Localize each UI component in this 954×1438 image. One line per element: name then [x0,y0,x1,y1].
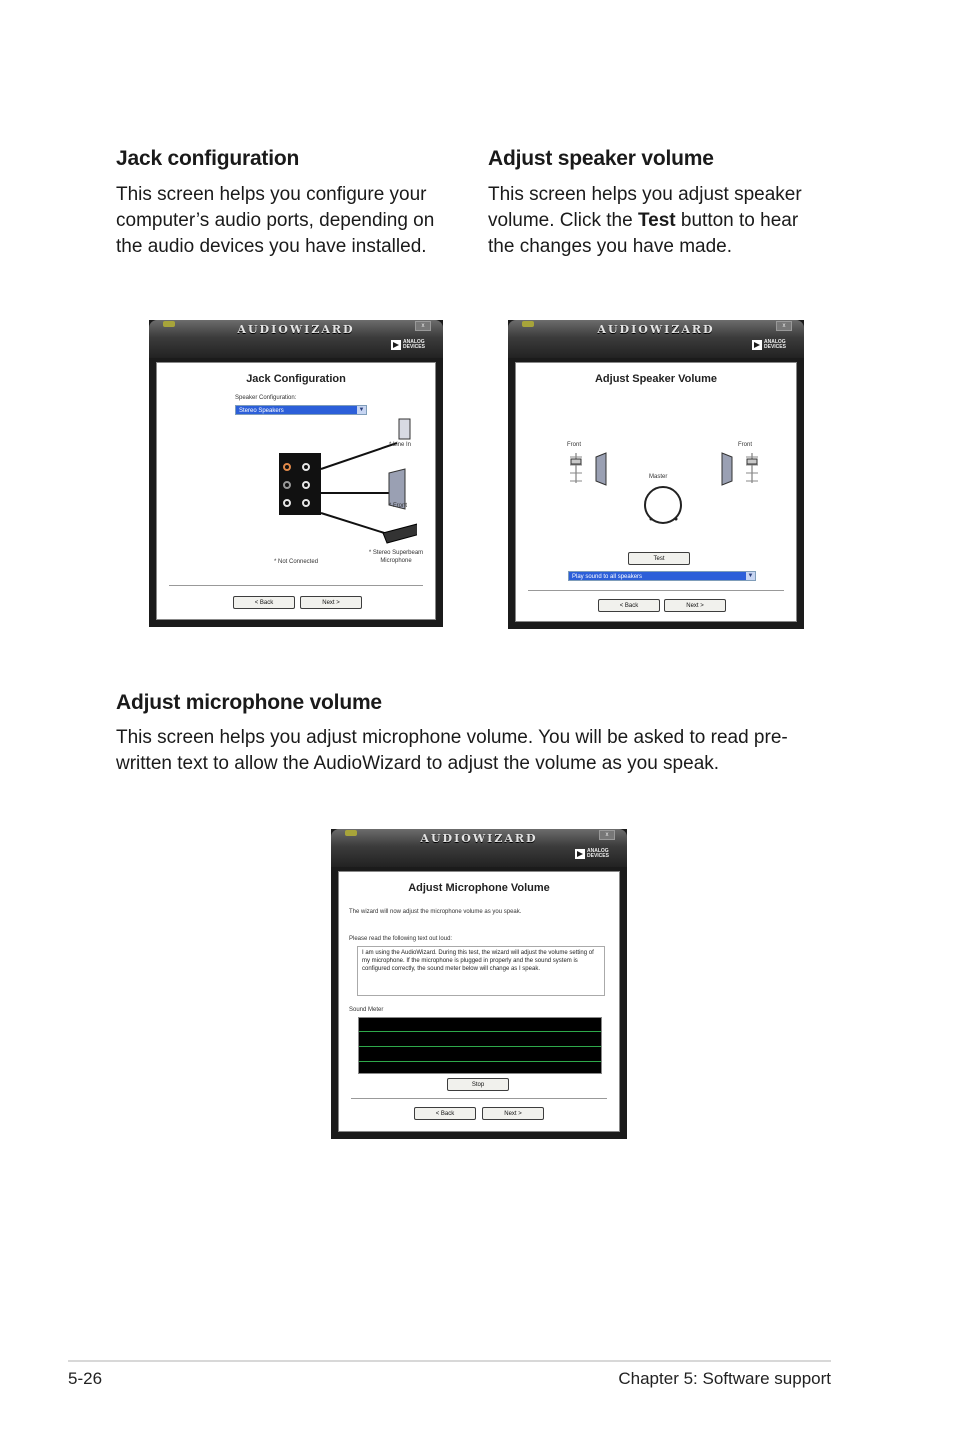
chevron-down-icon[interactable]: ▼ [747,573,754,579]
microphone-label: * Stereo Superbeam Microphone [368,550,424,564]
front-label: * Front [389,503,408,509]
jack-orange[interactable] [283,463,291,471]
app-logo: AUDIOWIZARD [420,832,538,845]
front-right-slider[interactable] [746,453,758,483]
back-button[interactable]: < Back [598,599,660,612]
analog-devices-icon [391,340,401,350]
analog-devices-logo: ANALOG DEVICES [575,846,615,862]
wizard-panel [156,362,436,620]
divider [351,1098,607,1100]
jack-front[interactable] [302,481,310,489]
test-button[interactable]: Test [628,552,690,565]
adjust-microphone-volume-window [331,829,627,1139]
adjust-speaker-volume-text: This screen helps you adjust speaker volume. Click the Test button to hear the changes you have made. [488,184,802,257]
play-sound-select[interactable]: Play sound to all speakers ▼ [568,571,756,581]
jack-configuration-heading: Jack configuration [116,147,300,170]
app-logo: AUDIOWIZARD [597,323,715,336]
close-icon[interactable]: x [776,321,792,331]
close-icon[interactable]: x [415,321,431,331]
back-button[interactable]: < Back [414,1107,476,1120]
title-bar [149,320,443,358]
page-number: 5-26 [68,1369,103,1388]
volume-controls [556,449,776,529]
app-logo: AUDIOWIZARD [237,323,355,336]
analog-devices-logo: ANALOG DEVICES [391,337,431,353]
jack-gray[interactable] [283,481,291,489]
chapter-title: Chapter 5: Software support [618,1369,831,1388]
chevron-down-icon[interactable]: ▼ [358,407,365,413]
panel-title: Jack Configuration [246,373,346,385]
analog-devices-icon [752,340,762,350]
line-in-label: * Line In [389,442,412,448]
jack-line-in[interactable] [302,463,310,471]
jack-configuration-window [149,320,443,627]
sound-meter-label: Sound Meter [349,1007,384,1013]
next-button[interactable]: Next > [664,599,726,612]
front-left-slider[interactable] [570,453,582,483]
line-in-device-icon [399,419,410,439]
wizard-panel [338,871,620,1132]
read-text-label: Please read the following text out loud: [349,936,453,942]
speaker-config-select[interactable]: Stereo Speakers ▼ [235,405,367,415]
line-in-cable [321,443,397,469]
not-connected-label: * Not Connected [274,559,319,565]
next-button[interactable]: Next > [482,1107,544,1120]
back-button[interactable]: < Back [233,596,295,609]
sound-meter [358,1017,602,1074]
audio-jack-panel [279,453,321,515]
front-right-label: Front [738,442,753,448]
adjust-microphone-volume-heading: Adjust microphone volume [116,691,382,714]
divider [169,585,423,587]
adjust-speaker-volume-heading: Adjust speaker volume [488,147,714,170]
adjust-microphone-volume-text: This screen helps you adjust microphone volume. You will be asked to read pre-written text to allow the AudioWizard to adjust the volume as you speak. [116,727,788,774]
speaker-config-label: Speaker Configuration: [235,395,297,401]
jack-white[interactable] [283,499,291,507]
panel-title: Adjust Speaker Volume [594,373,718,385]
close-icon[interactable]: x [599,830,615,840]
divider [528,590,784,592]
title-bar [508,320,804,358]
master-label: Master [649,474,668,480]
speaker-right-icon [722,453,732,485]
panel-title: Adjust Microphone Volume [408,882,550,894]
jack-microphone[interactable] [302,499,310,507]
stop-button[interactable]: Stop [447,1078,509,1091]
microphone-icon [383,523,417,543]
next-button[interactable]: Next > [300,596,362,609]
test-keyword: Test [637,210,676,231]
mic-intro-text: The wizard will now adjust the microphone volume as you speak. [349,909,522,915]
speaker-left-icon [596,453,606,485]
title-bar [331,829,627,867]
adjust-speaker-volume-window [508,320,804,629]
read-text-box: I am using the AudioWizard. During this test, the wizard will adjust the volume setting of my microphone. If the microphone is plugged in properly and the sound system is configured correctly, the sound meter below will change as I speak. [357,946,605,996]
front-left-label: Front [567,442,582,448]
footer-rule [68,1360,831,1362]
master-volume-knob[interactable] [645,487,681,523]
wizard-panel [515,362,797,622]
jack-configuration-text: This screen helps you configure your computer’s audio ports, depending on the audio devices you have installed. [116,184,435,257]
analog-devices-icon [575,849,585,859]
analog-devices-logo: ANALOG DEVICES [752,337,792,353]
